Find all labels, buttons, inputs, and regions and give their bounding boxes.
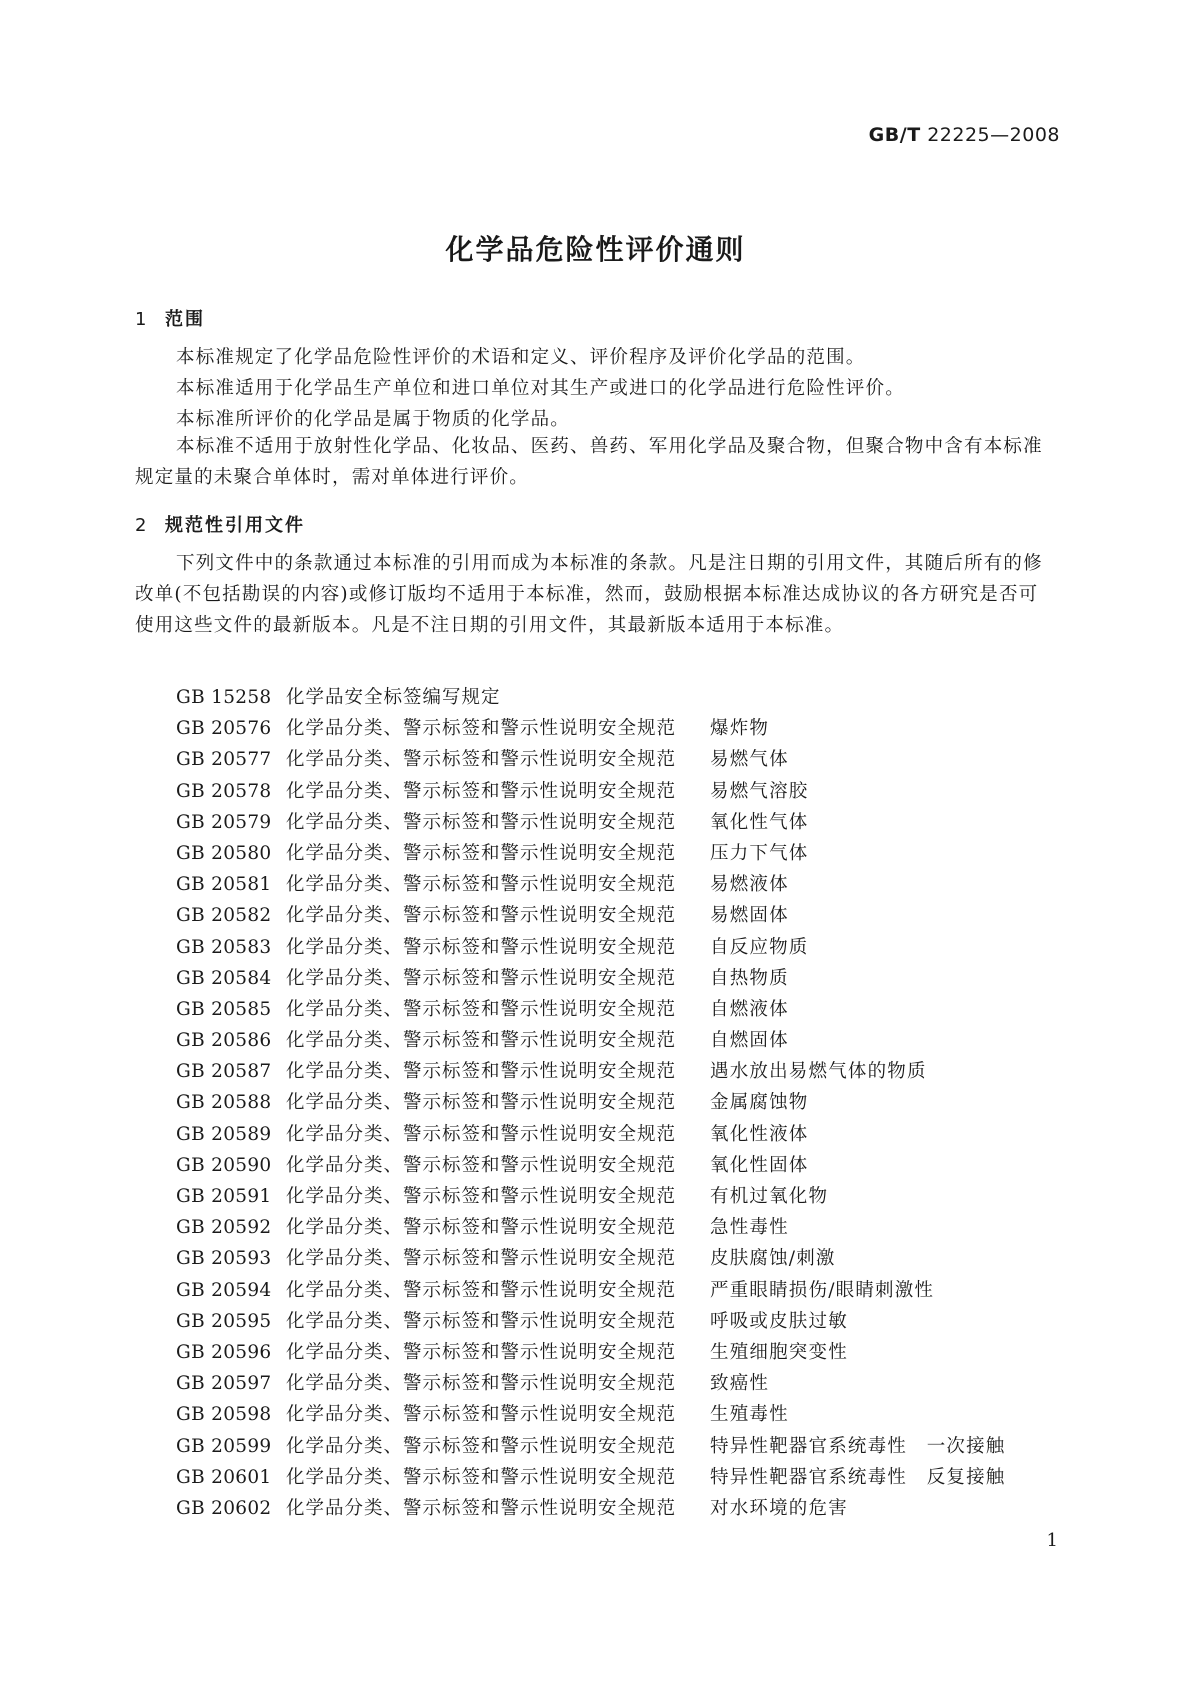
reference-title: 化学品分类、警示标签和警示性说明安全规范 xyxy=(286,811,677,833)
reference-code: GB 20587 xyxy=(176,1061,272,1083)
reference-item xyxy=(176,869,1006,900)
reference-item xyxy=(176,1306,1006,1337)
reference-title: 化学品分类、警示标签和警示性说明安全规范 xyxy=(286,1466,677,1488)
reference-part: 呼吸或皮肤过敏 xyxy=(710,1310,848,1332)
section-2-heading xyxy=(135,511,305,537)
reference-part: 氧化性固体 xyxy=(710,1154,809,1176)
reference-part: 易燃气溶胶 xyxy=(710,780,809,802)
reference-item xyxy=(176,807,1006,838)
reference-item xyxy=(176,682,1006,713)
reference-code: GB 20593 xyxy=(176,1248,272,1270)
reference-part: 生殖毒性 xyxy=(710,1404,789,1426)
section-2-number: 2 xyxy=(135,515,149,536)
reference-code: GB 20578 xyxy=(176,780,272,802)
reference-part: 金属腐蚀物 xyxy=(710,1092,809,1114)
section-1-paragraph: 本标准适用于化学品生产单位和进口单位对其生产或进口的化学品进行危险性评价。 xyxy=(176,378,905,399)
reference-item xyxy=(176,1150,1006,1181)
reference-item xyxy=(176,838,1006,869)
reference-code: GB 20580 xyxy=(176,842,272,864)
reference-part: 自燃固体 xyxy=(710,1030,789,1052)
reference-part: 特异性靶器官系统毒性 反复接触 xyxy=(710,1466,1006,1488)
reference-code: GB 20579 xyxy=(176,811,272,833)
reference-item xyxy=(176,776,1006,807)
reference-part: 易燃液体 xyxy=(710,874,789,896)
section-2-intro: 下列文件中的条款通过本标准的引用而成为本标准的条款。凡是注日期的引用文件，其随后所有的修改单(不包括勘误的内容)或修订版均不适用于本标准，然而，鼓励根据本标准达成协议的各方研究是否可使用这些文件的最新版本。凡是不注日期的引用文件，其最新版本适用于本标准。 xyxy=(135,553,1043,636)
reference-code: GB 20584 xyxy=(176,967,272,989)
reference-title: 化学品分类、警示标签和警示性说明安全规范 xyxy=(286,1092,677,1114)
section-1-title: 范围 xyxy=(165,309,205,330)
reference-list xyxy=(176,682,1006,1524)
reference-title: 化学品分类、警示标签和警示性说明安全规范 xyxy=(286,1217,677,1239)
reference-item xyxy=(176,1087,1006,1118)
reference-part: 易燃固体 xyxy=(710,905,789,927)
reference-code: GB 20592 xyxy=(176,1217,272,1239)
reference-title: 化学品分类、警示标签和警示性说明安全规范 xyxy=(286,1123,677,1145)
section-1-heading xyxy=(135,305,205,331)
reference-part: 压力下气体 xyxy=(710,842,809,864)
reference-item xyxy=(176,1337,1006,1368)
reference-code: GB 20589 xyxy=(176,1123,272,1145)
reference-part: 致癌性 xyxy=(710,1373,770,1395)
reference-title: 化学品分类、警示标签和警示性说明安全规范 xyxy=(286,749,677,771)
reference-item xyxy=(176,744,1006,775)
reference-title: 化学品分类、警示标签和警示性说明安全规范 xyxy=(286,1061,677,1083)
reference-item xyxy=(176,1181,1006,1212)
reference-title: 化学品分类、警示标签和警示性说明安全规范 xyxy=(286,936,677,958)
reference-code: GB 20598 xyxy=(176,1404,272,1426)
reference-code: GB 20586 xyxy=(176,1030,272,1052)
reference-item xyxy=(176,1212,1006,1243)
section-1-paragraph: 本标准不适用于放射性化学品、化妆品、医药、兽药、军用化学品及聚合物，但聚合物中含有本标准规定量的未聚合单体时，需对单体进行评价。 xyxy=(135,436,1043,488)
reference-item xyxy=(176,1025,1006,1056)
page-number: 1 xyxy=(1046,1530,1058,1551)
reference-title: 化学品分类、警示标签和警示性说明安全规范 xyxy=(286,1435,677,1457)
reference-code: GB 20601 xyxy=(176,1466,272,1488)
standard-code xyxy=(869,124,1060,146)
reference-item xyxy=(176,1119,1006,1150)
reference-part: 自反应物质 xyxy=(710,936,809,958)
reference-code: GB 20583 xyxy=(176,936,272,958)
reference-title: 化学品分类、警示标签和警示性说明安全规范 xyxy=(286,874,677,896)
reference-code: GB 20581 xyxy=(176,874,272,896)
reference-part: 生殖细胞突变性 xyxy=(710,1341,848,1363)
reference-item xyxy=(176,994,1006,1025)
reference-code: GB 20596 xyxy=(176,1341,272,1363)
reference-code: GB 15258 xyxy=(176,687,272,708)
reference-code: GB 20591 xyxy=(176,1186,272,1207)
reference-part: 特异性靶器官系统毒性 一次接触 xyxy=(710,1435,1006,1457)
reference-item xyxy=(176,1056,1006,1087)
reference-title: 化学品分类、警示标签和警示性说明安全规范 xyxy=(286,1373,677,1395)
reference-code: GB 20599 xyxy=(176,1435,272,1457)
reference-title: 化学品分类、警示标签和警示性说明安全规范 xyxy=(286,1030,677,1052)
reference-part: 有机过氧化物 xyxy=(710,1186,829,1207)
reference-title: 化学品分类、警示标签和警示性说明安全规范 xyxy=(286,1404,677,1426)
reference-item xyxy=(176,1399,1006,1430)
section-1-paragraph: 本标准规定了化学品危险性评价的术语和定义、评价程序及评价化学品的范围。 xyxy=(176,347,866,368)
reference-title: 化学品分类、警示标签和警示性说明安全规范 xyxy=(286,718,677,740)
reference-part: 急性毒性 xyxy=(710,1217,789,1239)
reference-title: 化学品分类、警示标签和警示性说明安全规范 xyxy=(286,905,677,927)
reference-title: 化学品分类、警示标签和警示性说明安全规范 xyxy=(286,998,677,1020)
reference-code: GB 20577 xyxy=(176,749,272,771)
reference-title: 化学品分类、警示标签和警示性说明安全规范 xyxy=(286,967,677,989)
reference-item xyxy=(176,1493,1006,1524)
reference-part: 遇水放出易燃气体的物质 xyxy=(710,1061,927,1083)
reference-title: 化学品分类、警示标签和警示性说明安全规范 xyxy=(286,1341,677,1363)
reference-item xyxy=(176,1431,1006,1462)
reference-code: GB 20597 xyxy=(176,1373,272,1395)
reference-code: GB 20585 xyxy=(176,998,272,1020)
reference-code: GB 20576 xyxy=(176,718,272,740)
reference-part: 爆炸物 xyxy=(710,718,770,740)
section-1-number: 1 xyxy=(135,309,149,330)
document-title: 化学品危险性评价通则 xyxy=(445,233,746,266)
reference-title: 化学品分类、警示标签和警示性说明安全规范 xyxy=(286,1186,677,1207)
reference-part: 氧化性气体 xyxy=(710,811,809,833)
reference-title: 化学品分类、警示标签和警示性说明安全规范 xyxy=(286,1497,677,1519)
reference-item xyxy=(176,713,1006,744)
reference-item xyxy=(176,932,1006,963)
reference-title: 化学品安全标签编写规定 xyxy=(286,687,501,708)
section-1-paragraph: 本标准所评价的化学品是属于物质的化学品。 xyxy=(176,409,571,430)
reference-item xyxy=(176,900,1006,931)
reference-code: GB 20595 xyxy=(176,1310,272,1332)
reference-part: 易燃气体 xyxy=(710,749,789,771)
reference-part: 严重眼睛损伤/眼睛刺激性 xyxy=(710,1279,935,1301)
reference-code: GB 20588 xyxy=(176,1092,272,1114)
reference-title: 化学品分类、警示标签和警示性说明安全规范 xyxy=(286,842,677,864)
reference-code: GB 20582 xyxy=(176,905,272,927)
reference-title: 化学品分类、警示标签和警示性说明安全规范 xyxy=(286,1248,677,1270)
reference-title: 化学品分类、警示标签和警示性说明安全规范 xyxy=(286,1279,677,1301)
reference-item xyxy=(176,1275,1006,1306)
reference-title: 化学品分类、警示标签和警示性说明安全规范 xyxy=(286,1154,677,1176)
reference-part: 氧化性液体 xyxy=(710,1123,809,1145)
reference-item xyxy=(176,1243,1006,1274)
section-2-title: 规范性引用文件 xyxy=(165,515,305,536)
reference-title: 化学品分类、警示标签和警示性说明安全规范 xyxy=(286,780,677,802)
reference-item xyxy=(176,963,1006,994)
standard-prefix: GB/T xyxy=(868,124,921,146)
reference-part: 对水环境的危害 xyxy=(710,1497,848,1519)
reference-item xyxy=(176,1368,1006,1399)
reference-part: 自燃液体 xyxy=(710,998,789,1020)
reference-code: GB 20594 xyxy=(176,1279,272,1301)
standard-number: 22225—2008 xyxy=(927,124,1060,146)
reference-item xyxy=(176,1462,1006,1493)
reference-title: 化学品分类、警示标签和警示性说明安全规范 xyxy=(286,1310,677,1332)
reference-part: 自热物质 xyxy=(710,967,789,989)
reference-part: 皮肤腐蚀/刺激 xyxy=(710,1248,836,1270)
reference-code: GB 20590 xyxy=(176,1154,272,1176)
reference-code: GB 20602 xyxy=(176,1497,272,1519)
